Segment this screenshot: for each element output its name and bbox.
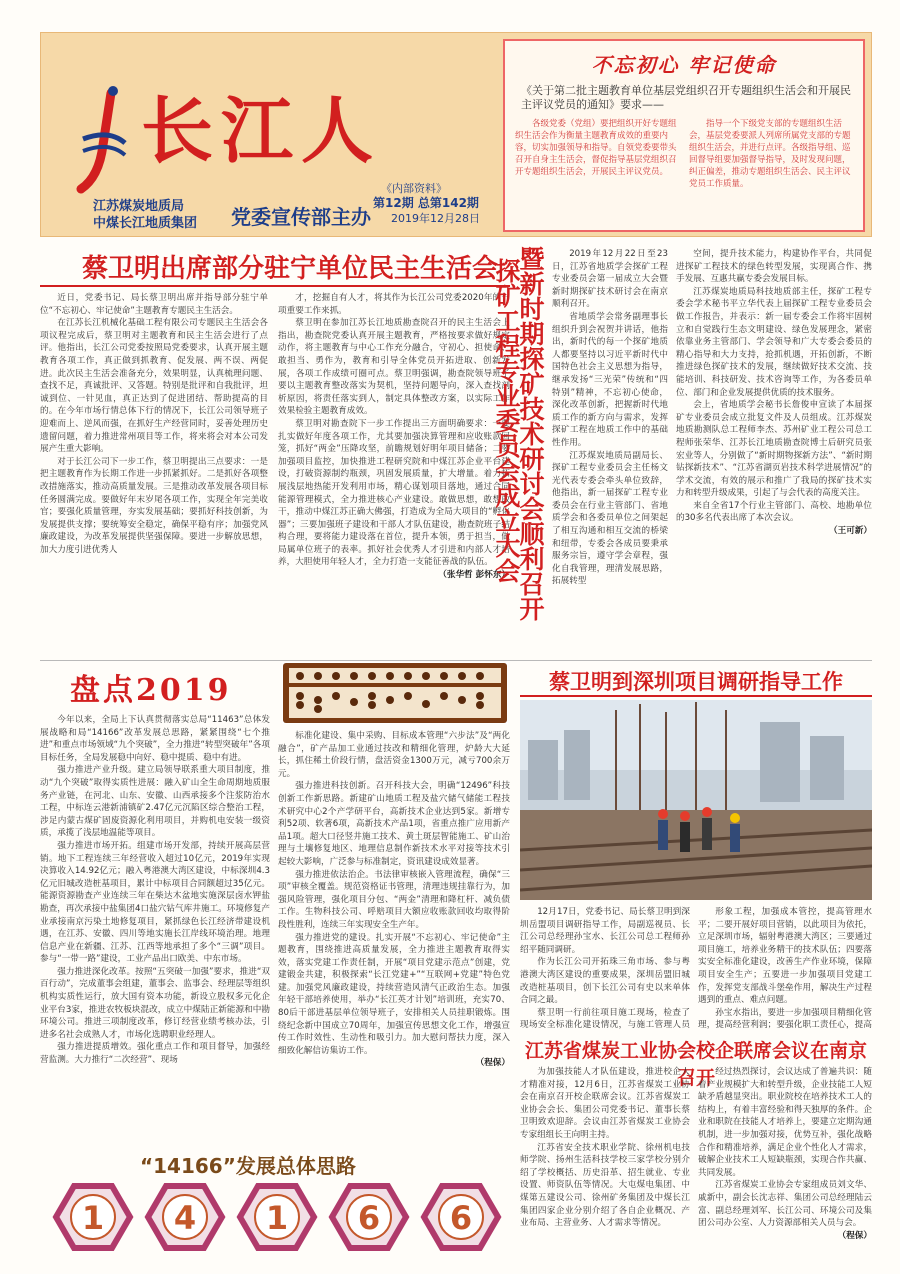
- strategy-hexagons: [42, 1180, 508, 1254]
- issue-info: 《内部资料》 第12期 总第142期 2019年12月28日: [373, 182, 480, 225]
- notice-box: [503, 39, 865, 232]
- site-visit-photo: [520, 700, 872, 900]
- article1-title: 蔡卫明出席部分驻宁单位民主生活会: [81, 254, 498, 284]
- banner-digit: 1: [265, 1199, 289, 1237]
- notice-body: 各级党委（党组）要把组织开好专题组织生活会作为衡量主题教育成效的重要内容，切实加强领导和指导。自领党委要带头召开自身主生活会，督促指导基层党组织召开专题组织生活会，开展民主评议党员。 指导一个下级党支部的专题组织生活会，基层党委要派人列席所属党支部的专题组织生活会，并进行点评。各级指导组、巡回督导组要加强督导指导，及时发现问题，纠正偏差，推动专题组织生活会、民主评议党员工作质量。: [515, 119, 851, 189]
- publisher-org: 江苏煤炭地质局 中煤长江地质集团: [93, 199, 198, 231]
- article2-title-line2: 探矿工程专业委员会成立大会: [492, 258, 521, 583]
- notice-title: 《关于第二批主题教育单位基层党组织召开专题组织生活会和开展民主评议党员的通知》要求——: [521, 84, 851, 111]
- strategy-banner: [42, 1180, 508, 1254]
- banner-digit: 1: [81, 1199, 105, 1237]
- newspaper-title: 长江人: [141, 88, 382, 173]
- article4-col2: 形象工程，加强成本管控，提高管理水平；二要开展好项目营销，以此项目为依托，立足深圳市场，辐射粤港澳大湾区；三要通过项目施工，培养业务精干的技术队伍；四要落实安全标准化建设，改善生产作业环境，保障项目安全生产；五要进一步加强项目党建工作，发挥党支部战斗堡垒作用，解决生产过程遇到的重点、难点问题。 孙宝水指出，要进一步加强项目精细化管理，提高经营利润；要强化职工责任心，提高: [698, 907, 872, 1030]
- article1-author: （张华哲 彭怀东）: [438, 570, 510, 581]
- article1-col1: 近日，党委书记、局长蔡卫明出席并指导部分驻宁单位“不忘初心、牢记使命”主题教育专题民主生活会。 在江苏长江机械化基础工程有限公司专题民主生活会各项议程完成后，蔡卫明对主题教育和民主生活会进行了点评。他指出，长江公司党委按照局党委要求，认真开展主题教育各项工作，真正做到抓教育、促发展、两不误、两促进。此次民主生活会准备充分，效果明显，认真梳理问题、查找不足，真诚批评、又答题。特别是批评和自我批评，坦诚到位、一针见血，真正达到了促进团结、帮助提高的目的。在今年市场行情总体下行的情况下，长江公司领导班子迎难而上、逆风而强，在抓好生产经营同时，妥善处理历史遗留问题，着力推进常州项目等工作，将来将会对本公司发展产生重大影响。 对于长江公司下一步工作，蔡卫明提出三点要求：一是把主题教育作为长期工作进一步抓紧抓好。二是抓好各项整改措施落实，推动高质量发展。三是推动改革发展各项目标任务圆满完成。要做好年末岁尾各项工作，实现全年完美收官；要强化质量管理，夯实发展基础；要抓好科技创新，为发展提供支撑；要统筹安全稳定，确保平稳有序；加强党风廉政建设，为改革发展提供坚强保障。要进一步解放思想，加大力度引进优秀人: [40, 293, 268, 555]
- divider: [40, 660, 872, 661]
- article4-title: 蔡卫明到深圳项目调研指导工作: [549, 669, 843, 694]
- article2-col1: 2019年12月22日至23日，江苏省地质学会探矿工程专业委员会第一届成立大会暨新时期探矿技术研讨会在南京顺利召开。 省地质学会常务副理事长组织升到会祝贺并讲话，他指出，新时代的每一个探矿地质人都要坚持以习近平新时代中国特色社会主义思想为指导，继承发扬“三光荣”传统和“四特别”精神，不忘初心使命，深化改革创新，把握新时代地质工作的新方向与需求，发挥探矿工程在地质工作中的基础性作用。 江苏煤炭地质局副局长、探矿工程专业委员会主任杨文光代表专委会牵头单位致辞，他指出，新一届探矿工程专业委员会在行业主管部门、省地质学会和各委员单位之间架起了相互沟通和相互交流的桥梁和纽带，专委会各成员要秉承服务宗旨，遵守学会章程，强化自我管理，理清发展思路，拓展转型: [552, 249, 668, 587]
- newspaper-logo-icon: [73, 85, 133, 205]
- article3-author: （程保）: [475, 1058, 510, 1069]
- article3-col2: 标准化建设、集中采购、目标成本管理“六步法”及“两化融合”，矿产品加工业通过技改和精细化管理，炉龄大大延长，抓住稀土价段行情，盘活资金1300万元，减亏700余万元。 强力推进科技创新。召开科技大会，明确“12496”科技创新工作新思路。新建矿山地质工程及盐穴储气储能工程技术研究中心2个产学研平台，高新技术企业达到5家。新增专利52项、软著6项，高新技术产品1项，省重点推广应用新产品1项。超大口径竖井施工技术、黄土斑层智能施工、矿山治理与土壤修复地区、地理信息制作新技术水平对接等技术引起较大影响，广泛参与标准制定，资讯建设成效显著。 强力推进依法治企。书法律审核嵌入管理流程，确保“三项”审核全覆盖。规范资格证书管理，清理违规挂靠行为，加强风险管理，强化项目分包、“两金”清理和降杠杆、减负债工作。生物科技公司、呼赔项目大额应收账款回收均取得阶段性胜利，连续三年实现安全生产年。 强力推进党的建设。扎实开展“不忘初心、牢记使命”主题教育，围绕推进高质量发展，全力推进主题教育取得实效，落实党建工作责任制，开展“项目党建示范点”创建，党建锻金共建，积极探索“长江党建+”“互联网+党建”特色党建。加强党风廉政建设，持续营造风清气正政治生态。加强年轻干部培养使用，举办“长江英才计划”培训班，充实70、80后干部进基层单位领导班子，安排相关人员挂职锻炼。围绕纪念新中国成立70周年，加强宣传思想文化工作，增强宣传工作时效性、生动性和吸引力。加大慰问帮扶力度，深入细致化解信访集访工作。 （程保）: [278, 731, 510, 1069]
- banner-digit: 6: [357, 1199, 381, 1237]
- article2-col2: 空间，提升技术能力，构建协作平台，共同促进探矿工程技术的绿色转型发展，实现离合作、携手发展、互惠共赢专委会发展目标。 江苏煤炭地质局科技地质部主任，探矿工程专委会学术秘书平立华代表上届探矿工程专业委员会做工作报告，并表示：新一届专委会工作将牢固树立和自觉践行生态文明建设、绿色发展理念，紧密依靠业务主管部门、学会领导和广大专委会委员的精心指导和大力支持，抢抓机遇，开拓创新，不断推进绿色探矿技术的发展，继续做好技术交流、技能培训、科技研发、技术咨询等工作，为各委员单位、部门和企业发展提供优质的技术服务。 会上，省地质学会秘书长詹俊申宣读了本届探矿专业委员会成立批复文件及人员组成。江苏煤炭地质勘测队总工程师李杰、苏州矿业工程公司总工程师张荣华、江苏长江地质勘查院博士后研究员张宏业等人，分别做了“新时期物探新方法”、“新时期钻探新技术”、“江苏省湖页岩技术科学进展情况”的学术交流，有效的展示和推广了我局的探矿技术实力和转型升级成果，引起了与会代表的高度关注。 来自全省17个行业主管部门、高校、地勘单位的30多名代表出席了本次会议。 （王可新）: [676, 249, 872, 537]
- article3-col1: 今年以来，全局上下认真贯彻落实总局“11463”总体发展战略和局“14166”改革发展总思路，紧紧围绕“七个推进”和重点市场领域“九个突破”，全力推进“转型突破年”各项目标任务，全局发展稳中向好、稳中提质、稳中有进。 强力推进产业升级。建立局领导联系重大项目制度，推动“九个突破”取得实质性进展：融入矿山全生命周期地质服务产业链，在河北、山东、安徽、山西承接多个注浆防治水工程，中标连云港新浦镇矿2.47亿元沉陷区综合整治工程，涉足内蒙古煤矿固废资源化利用项目，并购机电安装一级资质，承揽了浅层地温能等项目。 强力推进市场开拓。组建市场开发部，持续开展高层营销。地下工程连续三年经营收入超过10亿元，2019年实现决算收入14.92亿元；融入粤港澳大湾区建设，中标深圳4.3亿元旧城改造桩基项目，累计中标项目合同额超过35亿元。能源资源勘查产业连续三年在柴达木盆地实施深层卤水钾盐勘查，再次承接中盐集团4口盐穴钻气库井施工。环境修复产业承接南京污染土地修复项目，紧抓绿色长江经济带建设机遇，在江苏、安徽、四川等地实施长江岸线环境治理。地理信息产业在新疆、江苏、江西等地承担了多个“三调”项目。参与“一带一路”建设，工业产品出口欧美、中东市场。 强力推进深化改革。按照“五突破一加强”要求，推进“双百行动”，完成董事会组建，董事会、监事会、经理层等组织机构实质性运行，放大国有资本功能，新设立股权多元化企业平台3家，推进农牧板块混改，成立中煤陆正新能源和中勘环境公司。推进三项制度改革，修订经营业绩考核办法，引进多名社会成熟人才，市场化选聘职业经理人。 强力推进提质增效。强化重点工作和项目督导，加强经营监测。大力推行“二次经营”、现场: [40, 715, 270, 1066]
- article5-author: （程保）: [837, 1230, 872, 1241]
- divider: [40, 285, 510, 287]
- abacus-image: [282, 662, 508, 724]
- banner-digit: 6: [449, 1199, 473, 1237]
- article1-col2: 才，挖掘自有人才，将其作为长江公司党委2020年的一项重要工作来抓。 蔡卫明在参加江苏长江地质勘查院召开的民主生活会上指出，勘查院党委认真开展主题教育，严格按要求做好规定动作，将主题教育与中心工作充分融合，守初心、担使命、敢担当、勇作为，教育和引导全体党员开拓进取、创新发展，各项工作成绩可圈可点。蔡卫明强调，勘查院领导班子要以主题教育整改落实为契机，坚持问题导向，深入查找剖析原因，将责任落实到人，制定具体整改方案，以实际工作效果检验主题教育成效。 蔡卫明对勘查院下一步工作提出三方面明确要求：一要扎实做好年度各项工作，尤其要加强决算管理和应收账款回笼，抓好“两金”压降攻坚，前瞻规划好明年项目储备；二要加强项目监控，加快推进工程研究院和中煤江苏企业平台建设，打破资源制约瓶颈，巩固发展质量，扩大增量。着力拓展浅层地热能开发利用市场，精心谋划项目落地，通过合同能源管理模式，全力推进核心产业建设。敢做思想，敢想敢干，推动中煤江苏正确大佛强，打造成为全局大项目的“孵化器”；三要加强班子建设和干部人才队伍建设，勘查院班子结构合理，要将能力建设落在首位，提升本领，勇于担当，做局属单位班子的表率。抓好社会优秀人才引进和内部人才培养，大胆使用年轻人才，全力打造一支能征善战的队伍。 （张华哲 彭怀东）: [278, 293, 510, 581]
- divider: [520, 695, 872, 697]
- article2-title-line1: 暨新时期探矿技术研讨会顺利召开: [516, 246, 545, 621]
- article2-author: （王可新）: [829, 526, 872, 537]
- article5-title: 江苏省煤炭工业协会校企联席会议在南京召开: [524, 1040, 867, 1089]
- article4-col1: 12月17日，党委书记、局长蔡卫明到深圳岳盟项目调研指导工作，局副巡视员、长江公司总经理孙宝水、长江公司总工程师孙绍平随同调研。 作为长江公司开拓珠三角市场、参与粤港澳大湾区建设的重要成果，深圳岳盟旧城改造桩基项目，创下长江公司有史以来单体合同之最。 蔡卫明一行前往项目施工现场，检查了现场安全标准化建设情况，与施工管理人员: [520, 907, 690, 1030]
- article3-title: 盘点2019: [70, 673, 232, 708]
- slogan: 不忘初心 牢记使命: [591, 53, 777, 77]
- banner-digit: 4: [173, 1199, 197, 1237]
- article5-col2: 经过热烈探讨，会议达成了普遍共识：随着产业规模扩大和转型升级，企业技能工人短缺矛盾越显突出。职业院校在培养技术工人的结构上，有着丰富经验和得天独厚的条件。企业和职院在技能人才培养上，要建立定期沟通机制，进一步加强对接，优势互补，强化战略合作和精准培养，满足企业个性化人才需求，破解企业技术工人短缺瓶颈，实现合作共赢、共同发展。 江苏省煤炭工业协会专家组成员刘文华、戚新中，副会长沈志祥、集团公司总经理陆云富、副总经理刘军、长江公司、环境公司及集团公司办公室、人力资源部相关人员与会。 （程保）: [698, 1067, 872, 1241]
- publisher-dept: 党委宣传部主办: [231, 205, 371, 229]
- strategy-banner-title: “14166”发展总体思路: [140, 1154, 356, 1178]
- masthead: [40, 32, 872, 237]
- article5-col1: 为加强技能人才队伍建设，推进校企人才精准对接，12月6日，江苏省煤炭工业协会在南京召开校企联席会议。江苏省煤炭工业协会会长、集团公司党委书记、董事长蔡卫明致欢迎辞。会议由江苏省煤炭工业协会专家组组长王向明主持。 江苏省安全技术职业学院、徐州机电技师学院、扬州生活科技学校三家学校分别介绍了学校概括、历史沿革、招生就业、专业设置、师资队伍等情况。大屯煤电集团、中煤第五建设公司、徐州矿务集团及中煤长江集团四家企业分别介绍了各自企业概况、产业布局、主营业务、人才需求等情况。: [520, 1067, 690, 1229]
